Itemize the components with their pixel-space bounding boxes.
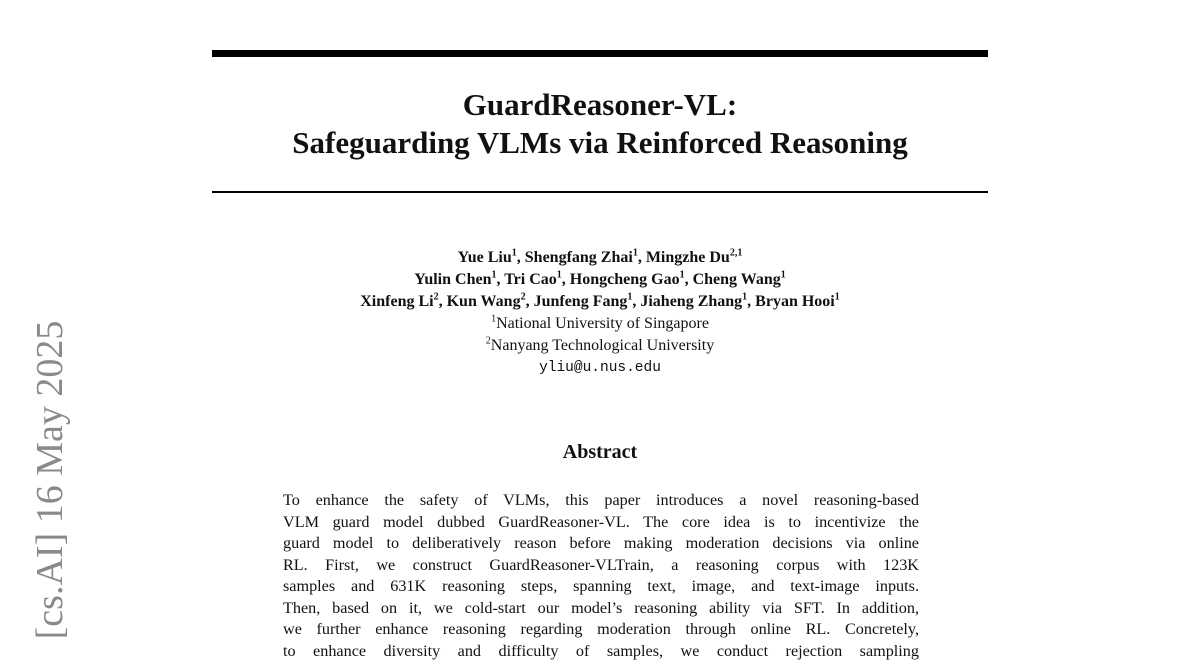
author-line-2 <box>212 269 988 291</box>
author-affil-sup: 1 <box>627 292 632 303</box>
author-name: Kun Wang <box>447 293 521 310</box>
abstract-body <box>283 490 919 662</box>
author-affil-sup: 1 <box>742 292 747 303</box>
author-affil-sup: 2 <box>434 292 439 303</box>
author-sep: , <box>632 293 640 310</box>
author-name: Xinfeng Li <box>360 293 433 310</box>
affil-sup: 1 <box>491 314 496 325</box>
author-sep: , <box>562 271 570 288</box>
author-line-3 <box>212 291 988 313</box>
abstract-line: VLM guard model dubbed GuardReasoner-VL. The core idea is to incentivize the <box>283 512 919 534</box>
author-sep: , <box>517 249 525 266</box>
author-affil-sup: 1 <box>491 270 496 281</box>
paper-title <box>212 86 988 162</box>
author-affil-sup: 1 <box>557 270 562 281</box>
author-affil-sup: 1 <box>633 248 638 259</box>
author-name: Shengfang Zhai <box>525 249 633 266</box>
abstract-heading: Abstract <box>212 439 988 465</box>
author-name: Hongcheng Gao <box>570 271 680 288</box>
author-sep: , <box>496 271 504 288</box>
author-name: Bryan Hooi <box>755 293 835 310</box>
author-affil-sup: 2 <box>521 292 526 303</box>
abstract-line: samples and 631K reasoning steps, spanning text, image, and text-image inputs. <box>283 576 919 598</box>
author-affil-sup: 1 <box>680 270 685 281</box>
abstract-line: Then, based on it, we cold-start our model’s reasoning ability via SFT. In addition, <box>283 598 919 620</box>
author-line-1 <box>212 247 988 269</box>
author-name: Mingzhe Du <box>646 249 730 266</box>
contact-email[interactable]: yliu@u.nus.edu <box>212 357 988 379</box>
author-sep: , <box>526 293 534 310</box>
abstract-line: guard model to deliberatively reason before making moderation decisions via online <box>283 533 919 555</box>
title-bottom-rule <box>212 191 988 193</box>
arxiv-side-stamp: [cs.AI] 16 May 2025 <box>28 321 72 640</box>
author-sep: , <box>747 293 755 310</box>
abstract-line: RL. First, we construct GuardReasoner-VLTrain, a reasoning corpus with 123K <box>283 555 919 577</box>
author-name: Cheng Wang <box>693 271 781 288</box>
author-affil-sup: 2,1 <box>730 248 743 259</box>
affil-name: Nanyang Technological University <box>491 337 714 354</box>
author-name: Yulin Chen <box>414 271 491 288</box>
author-name: Tri Cao <box>504 271 557 288</box>
author-sep: , <box>439 293 447 310</box>
affiliation-2 <box>212 335 988 357</box>
author-block <box>212 247 988 379</box>
author-name: Junfeng Fang <box>534 293 628 310</box>
author-sep: , <box>685 271 693 288</box>
title-top-rule <box>212 50 988 57</box>
title-line-2: Safeguarding VLMs via Reinforced Reasoning <box>212 124 988 162</box>
author-name: Jiaheng Zhang <box>640 293 742 310</box>
author-affil-sup: 1 <box>835 292 840 303</box>
abstract-line: To enhance the safety of VLMs, this paper introduces a novel reasoning-based <box>283 490 919 512</box>
affil-name: National University of Singapore <box>496 315 709 332</box>
abstract-line: we further enhance reasoning regarding moderation through online RL. Concretely, <box>283 619 919 641</box>
title-line-1: GuardReasoner-VL: <box>212 86 988 124</box>
author-affil-sup: 1 <box>781 270 786 281</box>
affil-sup: 2 <box>486 336 491 347</box>
author-affil-sup: 1 <box>512 248 517 259</box>
affiliation-1 <box>212 313 988 335</box>
abstract-line: to enhance diversity and difficulty of samples, we conduct rejection sampling <box>283 641 919 662</box>
author-sep: , <box>638 249 646 266</box>
author-name: Yue Liu <box>458 249 512 266</box>
